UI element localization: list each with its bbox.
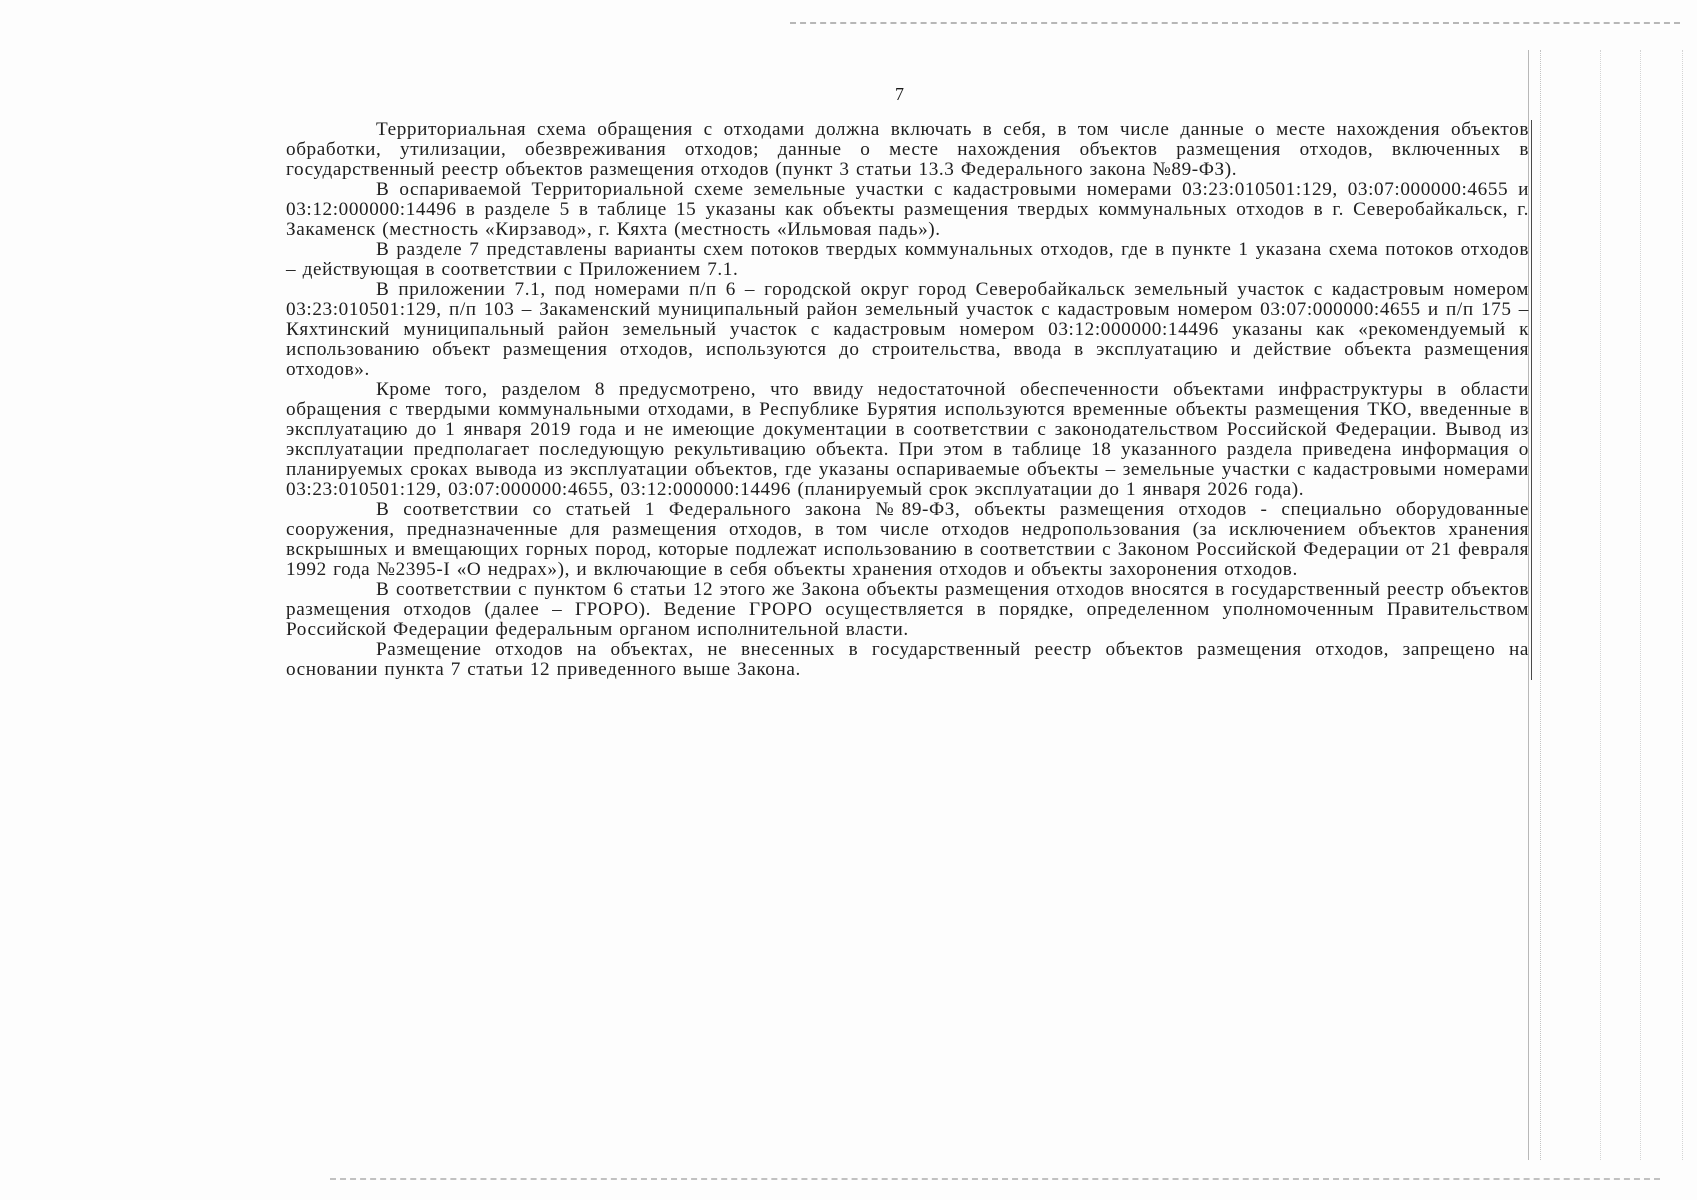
paragraph: В приложении 7.1, под номерами п/п 6 – городской округ город Северобайкальск земельный участок с кадастровым номером 03:23:010501:129, п/п 103 – Закаменский муниципальный район земельный участок с кадастровым номером 03:07:000000:4655 и п/п 175 – Кяхтинский муниципальный район земельный участок с кадастровым номером 03:12:000000:14496 указаны как «рекомендуемый к использованию объект размещения отходов, используются до строительства, ввода в эксплуатацию и действие объекта размещения отходов». — [286, 280, 1532, 380]
scan-artifact-right-line — [1640, 50, 1641, 1160]
paragraph: Кроме того, разделом 8 предусмотрено, что ввиду недостаточной обеспеченности объектами инфраструктуры в области обращения с твердыми коммунальными отходами, в Республике Бурятия используются временные объекты размещения ТКО, введенные в эксплуатацию до 1 января 2019 года и не имеющие документации в соответствии с законодательством Российской Федерации. Вывод из эксплуатации предполагает последующую рекультивацию объекта. При этом в таблице 18 указанного раздела приведена информация о планируемых сроках вывода из эксплуатации объектов, где указаны оспариваемые объекты – земельные участки с кадастровыми номерами 03:23:010501:129, 03:07:000000:4655, 03:12:000000:14496 (планируемый срок эксплуатации до 1 января 2026 года). — [286, 380, 1532, 500]
page-number: 7 — [895, 84, 905, 104]
scan-artifact-right-line — [1682, 50, 1683, 1160]
paragraph: Размещение отходов на объектах, не внесенных в государственный реестр объектов размещения отходов, запрещено на основании пункта 7 статьи 12 приведенного выше Закона. — [286, 640, 1532, 680]
paragraph: В соответствии со статьей 1 Федерального закона №89-ФЗ, объекты размещения отходов - специально оборудованные сооружения, предназначенные для размещения отходов, в том числе отходов недропользования (за исключением объектов хранения вскрышных и вмещающих горных пород, которые подлежат использованию в соответствии с Законом Российской Федерации от 21 февраля 1992 года №2395-I «О недрах»), и включающие в себя объекты хранения отходов и объекты захоронения отходов. — [286, 500, 1532, 580]
document-body — [286, 120, 1532, 680]
scan-artifact-bottom-line — [330, 1178, 1660, 1180]
paragraph: В соответствии с пунктом 6 статьи 12 этого же Закона объекты размещения отходов вносятся в государственный реестр объектов размещения отходов (далее – ГРОРО). Ведение ГРОРО осуществляется в порядке, определенном уполномоченным Правительством Российской Федерации федеральным органом исполнительной власти. — [286, 580, 1532, 640]
paragraph: В оспариваемой Территориальной схеме земельные участки с кадастровыми номерами 03:23:010501:129, 03:07:000000:4655 и 03:12:000000:14496 в разделе 5 в таблице 15 указаны как объекты размещения твердых коммунальных отходов в г. Северобайкальск, г. Закаменск (местность «Кирзавод», г. Кяхта (местность «Ильмовая падь»). — [286, 180, 1532, 240]
paragraph: В разделе 7 представлены варианты схем потоков твердых коммунальных отходов, где в пункте 1 указана схема потоков отходов – действующая в соответствии с Приложением 7.1. — [286, 240, 1532, 280]
scan-artifact-top-line — [790, 22, 1680, 24]
paragraph: Территориальная схема обращения с отходами должна включать в себя, в том числе данные о месте нахождения объектов обработки, утилизации, обезвреживания отходов; данные о месте нахождения объектов размещения отходов, включенных в государственный реестр объектов размещения отходов (пункт 3 статьи 13.3 Федерального закона №89-ФЗ). — [286, 120, 1532, 180]
scan-artifact-right-line — [1540, 50, 1541, 1160]
scan-artifact-right-line — [1600, 50, 1601, 1160]
